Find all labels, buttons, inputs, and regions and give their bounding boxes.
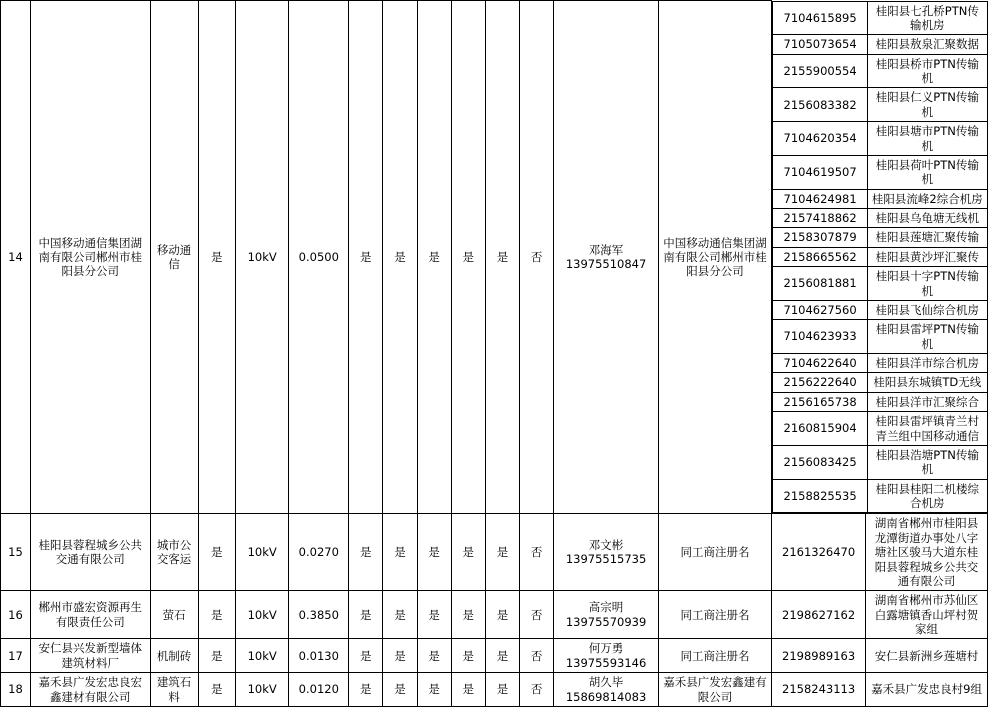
contact-phone: 13975570939 — [565, 614, 647, 629]
cell-address: 桂阳县黄沙坪汇聚传 — [868, 247, 987, 266]
cell-account-no: 7105073654 — [773, 35, 868, 54]
cell-industry: 移动通信 — [150, 1, 198, 514]
contact-name: 何万勇 — [588, 641, 624, 656]
cell-index: 16 — [1, 591, 31, 639]
cell-account-name: 嘉禾县广发宏鑫建有限公司 — [658, 673, 771, 707]
table-row — [1, 591, 988, 639]
cell-capacity: 0.0130 — [289, 639, 349, 673]
cell-agreement: 是 — [417, 514, 451, 591]
cell-address: 桂阳县浩塘PTN传输机 — [868, 445, 987, 479]
contact-name: 胡久毕 — [588, 675, 624, 690]
cell-address: 桂阳县荷叶PTN传输机 — [868, 155, 987, 189]
cell-account-no: 7104615895 — [773, 1, 868, 35]
cell-drill: 是 — [485, 639, 519, 673]
cell-address: 桂阳县敖泉汇聚数据 — [868, 35, 987, 54]
sub-table-row — [773, 412, 987, 446]
cell-account-no: 2155900554 — [773, 54, 868, 88]
sub-table-row — [773, 267, 987, 301]
sub-table-row — [773, 300, 987, 319]
cell-voltage: 10kV — [235, 673, 288, 707]
cell-index: 15 — [1, 514, 31, 591]
cell-unit-name: 中国移动通信集团湖南有限公司郴州市桂阳县分公司 — [30, 1, 150, 514]
cell-voltage: 10kV — [235, 514, 288, 591]
sub-table-row — [773, 354, 987, 373]
contact-phone: 15869814083 — [565, 689, 647, 704]
cell-contact — [554, 514, 659, 591]
cell-plan: 是 — [451, 639, 485, 673]
cell-capacity: 0.0270 — [289, 514, 349, 591]
cell-drill: 是 — [485, 673, 519, 707]
cell-capacity: 0.0500 — [289, 1, 349, 514]
cell-dual-power: 是 — [349, 639, 383, 673]
cell-account-no: 2156083425 — [773, 445, 868, 479]
cell-address: 桂阳县塘市PTN传输机 — [868, 122, 987, 156]
cell-account-no: 7104619507 — [773, 155, 868, 189]
sub-table-row — [773, 445, 987, 479]
cell-account-no: 7104622640 — [773, 354, 868, 373]
cell-account-no: 2158307879 — [773, 228, 868, 247]
cell-index: 14 — [1, 1, 31, 514]
cell-address: 桂阳县十字PTN传输机 — [868, 267, 987, 301]
cell-unit-name: 桂阳县蓉程城乡公共交通有限公司 — [30, 514, 150, 591]
cell-account-no: 2158825535 — [773, 479, 868, 513]
cell-index: 18 — [1, 673, 31, 707]
cell-dedicated: 是 — [198, 639, 235, 673]
sub-table-row — [773, 209, 987, 228]
cell-important-user: 否 — [520, 673, 554, 707]
cell-address: 桂阳县洋市综合机房 — [868, 354, 987, 373]
cell-address: 湖南省郴州市苏仙区白露塘镇香山坪村贺家组 — [866, 591, 988, 639]
contact-phone: 13975515735 — [565, 552, 647, 567]
cell-account-no: 2158243113 — [772, 673, 866, 707]
cell-sub-table-host — [772, 1, 988, 514]
sub-table-accounts — [772, 1, 987, 514]
sub-table-row — [773, 122, 987, 156]
cell-account-no: 7104627560 — [773, 300, 868, 319]
cell-address: 嘉禾县广发忠良村9组 — [866, 673, 988, 707]
cell-voltage: 10kV — [235, 1, 288, 514]
cell-account-no: 2156222640 — [773, 373, 868, 392]
cell-backup-power: 是 — [383, 1, 417, 514]
cell-plan: 是 — [451, 673, 485, 707]
cell-address: 安仁县新洲乡莲塘村 — [866, 639, 988, 673]
cell-dual-power: 是 — [349, 514, 383, 591]
cell-drill: 是 — [485, 514, 519, 591]
cell-address: 桂阳县东城镇TD无线 — [868, 373, 987, 392]
cell-agreement: 是 — [417, 1, 451, 514]
cell-account-no: 2198627162 — [772, 591, 866, 639]
cell-dual-power: 是 — [349, 1, 383, 514]
cell-industry: 机制砖 — [150, 639, 198, 673]
cell-plan: 是 — [451, 514, 485, 591]
cell-address: 桂阳县流峰2综合机房 — [868, 189, 987, 208]
cell-dual-power: 是 — [349, 673, 383, 707]
contact-phone: 13975593146 — [565, 655, 647, 670]
cell-unit-name: 郴州市盛宏资源再生有限责任公司 — [30, 591, 150, 639]
sub-table-row — [773, 228, 987, 247]
cell-address: 湖南省郴州市桂阳县龙潭街道办事处八字塘社区骏马大道东桂阳县蓉程城乡公共交通有限公司 — [866, 514, 988, 591]
cell-account-name: 中国移动通信集团湖南有限公司郴州市桂阳县分公司 — [658, 1, 771, 514]
table-row — [1, 639, 988, 673]
cell-unit-name: 嘉禾县广发宏忠良宏鑫建材有限公司 — [30, 673, 150, 707]
cell-backup-power: 是 — [383, 591, 417, 639]
cell-dedicated: 是 — [198, 673, 235, 707]
cell-important-user: 否 — [520, 591, 554, 639]
cell-address: 桂阳县飞仙综合机房 — [868, 300, 987, 319]
cell-industry: 建筑石料 — [150, 673, 198, 707]
cell-important-user: 否 — [520, 1, 554, 514]
sub-table-row — [773, 392, 987, 411]
cell-important-user: 否 — [520, 514, 554, 591]
cell-address: 桂阳县雷坪镇青兰村青兰组中国移动通信 — [868, 412, 987, 446]
cell-account-no: 2157418862 — [773, 209, 868, 228]
cell-account-no: 7104623933 — [773, 320, 868, 354]
cell-address: 桂阳县洋市汇聚综合 — [868, 392, 987, 411]
cell-contact — [554, 673, 659, 707]
sub-table-row — [773, 373, 987, 392]
sub-table-row — [773, 320, 987, 354]
table-row — [1, 514, 988, 591]
cell-account-name: 同工商注册名 — [658, 591, 771, 639]
cell-industry: 城市公交客运 — [150, 514, 198, 591]
cell-contact — [554, 639, 659, 673]
cell-capacity: 0.0120 — [289, 673, 349, 707]
cell-address: 桂阳县雷坪PTN传输机 — [868, 320, 987, 354]
cell-backup-power: 是 — [383, 514, 417, 591]
cell-index: 17 — [1, 639, 31, 673]
sub-table-row — [773, 189, 987, 208]
cell-dedicated: 是 — [198, 1, 235, 514]
cell-capacity: 0.3850 — [289, 591, 349, 639]
cell-dedicated: 是 — [198, 514, 235, 591]
cell-account-no: 2156165738 — [773, 392, 868, 411]
contact-name: 邓海军 — [588, 242, 624, 257]
cell-backup-power: 是 — [383, 639, 417, 673]
cell-address: 桂阳县莲塘汇聚传输 — [868, 228, 987, 247]
cell-account-no: 2198989163 — [772, 639, 866, 673]
contact-name: 邓文彬 — [588, 537, 624, 552]
sub-table-row — [773, 54, 987, 88]
cell-address: 桂阳县仁义PTN传输机 — [868, 88, 987, 122]
sub-table-row — [773, 247, 987, 266]
sub-table-row — [773, 479, 987, 513]
cell-address: 桂阳县桂阳二机楼综合机房 — [868, 479, 987, 513]
cell-address: 桂阳县乌龟塘无线机 — [868, 209, 987, 228]
contact-name: 高宗明 — [588, 600, 624, 615]
cell-agreement: 是 — [417, 639, 451, 673]
cell-account-no: 7104624981 — [773, 189, 868, 208]
cell-account-no: 2156083382 — [773, 88, 868, 122]
cell-contact — [554, 1, 659, 514]
cell-account-name: 同工商注册名 — [658, 514, 771, 591]
cell-account-no: 2158665562 — [773, 247, 868, 266]
cell-backup-power: 是 — [383, 673, 417, 707]
cell-account-no: 2156081881 — [773, 267, 868, 301]
sub-table-row — [773, 155, 987, 189]
cell-account-name: 同工商注册名 — [658, 639, 771, 673]
cell-drill: 是 — [485, 1, 519, 514]
cell-industry: 萤石 — [150, 591, 198, 639]
cell-account-no: 7104620354 — [773, 122, 868, 156]
cell-unit-name: 安仁县兴发新型墙体建筑材料厂 — [30, 639, 150, 673]
cell-voltage: 10kV — [235, 639, 288, 673]
cell-contact — [554, 591, 659, 639]
cell-agreement: 是 — [417, 673, 451, 707]
cell-drill: 是 — [485, 591, 519, 639]
cell-agreement: 是 — [417, 591, 451, 639]
cell-address: 桂阳县七孔桥PTN传输机房 — [868, 1, 987, 35]
contact-phone: 13975510847 — [565, 257, 647, 272]
sub-table-row — [773, 1, 987, 35]
cell-voltage: 10kV — [235, 591, 288, 639]
sub-table-row — [773, 35, 987, 54]
cell-account-no: 2160815904 — [773, 412, 868, 446]
cell-plan: 是 — [451, 591, 485, 639]
cell-account-no: 2161326470 — [772, 514, 866, 591]
cell-important-user: 否 — [520, 639, 554, 673]
cell-dual-power: 是 — [349, 591, 383, 639]
sub-table-row — [773, 88, 987, 122]
cell-address: 桂阳县桥市PTN传输机 — [868, 54, 987, 88]
cell-dedicated: 是 — [198, 591, 235, 639]
table-row — [1, 673, 988, 707]
cell-plan: 是 — [451, 1, 485, 514]
